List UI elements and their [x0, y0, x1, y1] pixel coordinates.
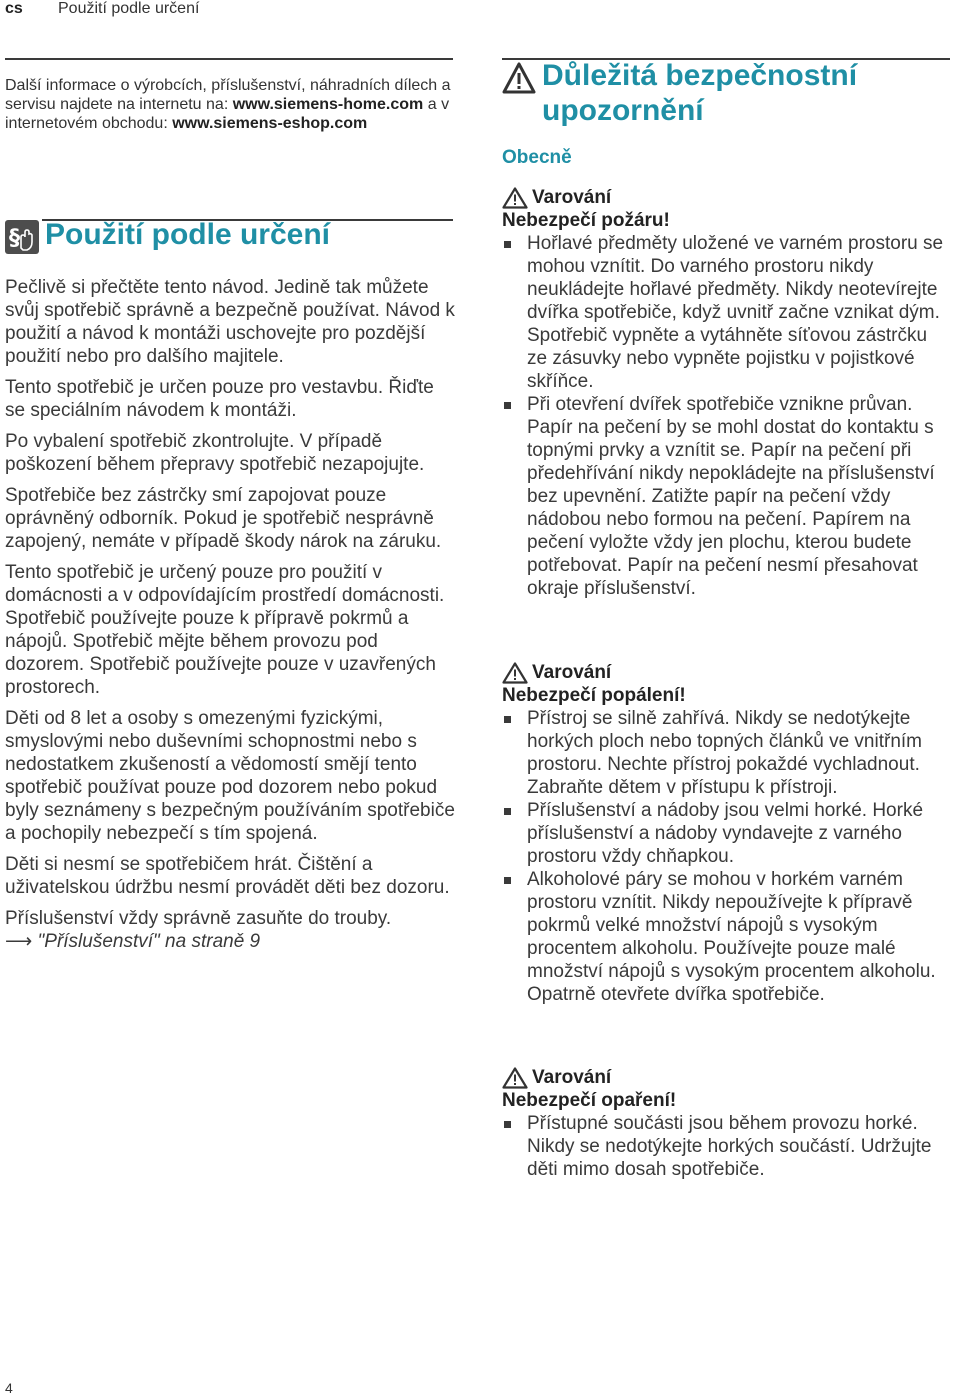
page-header — [0, 0, 960, 30]
warning-triangle-icon — [502, 1067, 528, 1089]
paragraph: Po vybalení spotřebič zkontrolujte. V případě poškození během přepravy spotřebič nezapojujte. — [5, 431, 425, 475]
info-text-mid: a v internetovém obchodu: — [5, 96, 450, 132]
left-body — [5, 276, 455, 953]
list-item: Alkoholové páry se mohou v horkém varném prostoru vznítit. Nikdy nepoužívejte k přípravě pokrmů velké množství nápojů s vysokým procentem alkoholu. Používejte pouze malé množství nápojů s vysokým procentem alkoholu. Opatrně otevřete dvířka spotřebiče. — [502, 868, 952, 1006]
paragraph-hand-icon — [5, 220, 39, 254]
list-item: Přístupné součásti jsou během provozu horké. Nikdy se nedotýkejte horkých součástí. Udržujte děti mimo dosah spotřebiče. — [502, 1112, 952, 1181]
list-item: Příslušenství a nádoby jsou velmi horké. Horké příslušenství a nádoby vyndavejte z varného prostoru vždy chňapkou. — [502, 799, 952, 868]
header-title: Použití podle určení — [58, 0, 200, 17]
paragraph: Tento spotřebič je určený pouze pro použití v domácnosti a v odpovídajícím prostředí domácnosti. Spotřebič používejte pouze k přípravě pokrmů a nápojů. Spotřebič mějte během provozu pod dozorem. Spotřebič používejte pouze v uzavřených prostorech. — [5, 562, 445, 698]
cross-reference[interactable] — [5, 930, 455, 953]
link-siemens-eshop[interactable]: www.siemens-eshop.com — [172, 115, 368, 132]
warning-triangle-icon — [502, 62, 536, 94]
safety-subhead: Obecně — [502, 147, 572, 168]
warning-triangle-icon — [502, 662, 528, 684]
arrow-right-icon: ⟶ — [5, 931, 33, 952]
info-paragraph — [5, 76, 457, 133]
safety-title: Důležitá bezpečnostní upozornění — [542, 59, 858, 127]
warning-heading: Nebezpečí požáru! — [502, 210, 670, 231]
warning-scald — [502, 1066, 952, 1181]
list-item: Hořlavé předměty uložené ve varném prostoru se mohou vznítit. Do varného prostoru nikdy neukládejte hořlavé předměty. Nikdy neotevírejte dvířka spotřebiče, když uvnitř začne vznikat dým. Spotřebič vypněte a vytáhněte síťovou zástrčku ze zásuvky nebo vypněte pojistku v pojistkové skříňce. — [502, 232, 952, 393]
warning-label: Varování — [502, 1066, 952, 1089]
warning-burn — [502, 661, 952, 1006]
paragraph: Pečlivě si přečtěte tento návod. Jedině tak můžete svůj spotřebič správně a bezpečně používat. Návod k použití a návod k montáži uschovejte pro pozdější použití nebo pro dalšího majitele. — [5, 277, 455, 367]
language-code: cs — [5, 0, 23, 17]
cross-reference-text: "Příslušenství" na straně 9 — [37, 931, 261, 952]
warning-heading: Nebezpečí opaření! — [502, 1090, 677, 1111]
paragraph: Děti si nesmí se spotřebičem hrát. Čištění a uživatelskou údržbu nesmí provádět děti bez dozoru. — [5, 854, 450, 898]
warning-label: Varování — [502, 186, 952, 209]
warning-heading: Nebezpečí popálení! — [502, 685, 686, 706]
section-title: Použití podle určení — [45, 218, 331, 251]
svg-text:§: § — [9, 226, 20, 251]
warning-label: Varování — [502, 661, 952, 684]
paragraph: Příslušenství vždy správně zasuňte do trouby. — [5, 908, 392, 929]
info-text-pre: Další informace o výrobcích, příslušenství, náhradních dílech a servisu najdete na internetu na: — [5, 77, 451, 113]
warning-triangle-icon — [502, 187, 528, 209]
divider-left-top — [5, 58, 453, 60]
paragraph: Děti od 8 let a osoby s omezenými fyzickými, smyslovými nebo duševními schopnostmi nebo s nedostatkem zkušeností a vědomostí smějí tento spotřebič používat pouze pod dozorem nebo pokud byly seznámeny s bezpečným používáním spotřebiče a pochopily nebezpečí s tím spojená. — [5, 708, 455, 844]
list-item: Při otevření dvířek spotřebiče vznikne průvan. Papír na pečení by se mohl dostat do kontaktu s topnými prvky a vznítit se. Papír na pečení při předehřívání nikdy nepokládejte na příslušenství bez upevnění. Zatižte papír na pečení vždy nádobou nebo formou na pečení. Papírem na pečení vyložte vždy jen plochu, kterou budete potřebovat. Papír na pečení nesmí přesahovat okraje příslušenství. — [502, 393, 952, 600]
paragraph: Spotřebiče bez zástrčky smí zapojovat pouze oprávněný odborník. Pokud je spotřebič nesprávně zapojený, nemáte v případě škody nárok na záruku. — [5, 485, 442, 552]
list-item: Přístroj se silně zahřívá. Nikdy se nedotýkejte horkých ploch nebo topných článků ve vnitřním prostoru. Nechte přístroj pokaždé vychladnout. Zabraňte dětem v přístupu k přístroji. — [502, 707, 952, 799]
link-siemens-home[interactable]: www.siemens-home.com — [232, 96, 424, 113]
warning-fire — [502, 186, 952, 600]
page-number: 4 — [5, 1380, 13, 1396]
paragraph: Tento spotřebič je určen pouze pro vestavbu. Řiďte se speciálním návodem k montáži. — [5, 377, 434, 421]
